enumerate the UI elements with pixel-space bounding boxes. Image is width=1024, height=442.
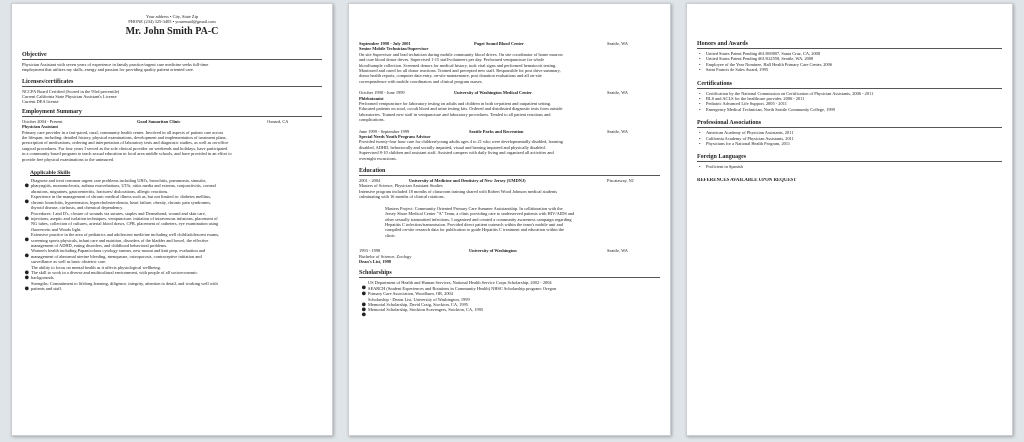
- job-desc-line: and cure blood donor drives. Supervised 1-15 staff/volunteers per day. Performed venipuncture for whole: [359, 57, 545, 63]
- job-desc-line: disabled, ADHD, behaviorally and socially impaired, visual and hearing impaired and physically disabled.: [359, 144, 546, 150]
- list-item: • Diagnose and treat common urgent care problems including URI's, bronchitis, pneumonia, sinusitis, pharyngitis, mononucleosis, asthma exacerbations, UTIs, otitis media and externa, conjunctivitis, corneal abrasions, migraines, gastroenteritis, fractures/ dislocations, allergic reactions.: [22, 178, 322, 194]
- resume-page-3: [686, 3, 1013, 436]
- job-desc-line: Supervised 8-10 children and assistant staff. Assisted campers with daily living and organized all activities and: [359, 150, 554, 156]
- skills-list: [22, 178, 322, 292]
- associations-list: [697, 130, 1002, 146]
- job-desc-line: the lifespan, including: detailed history, physical examinations, development and implementation of treatment plans,: [22, 135, 227, 141]
- education-heading: Education: [359, 168, 660, 176]
- employment-heading: Employment Summary: [22, 109, 322, 117]
- job-dates: September 1998 - July 2001: [359, 41, 411, 46]
- job-desc-line: Primary care provider in a fast-paced, rural, community health center. Involved in all aspects of patient care across: [22, 129, 224, 135]
- job-header-row: [22, 119, 322, 124]
- job-desc-line: Performed venipuncture for laboratory testing on adults and children in both in-patient and outpatient setting.: [359, 101, 552, 107]
- candidate-name: Mr. John Smith PA-C: [125, 25, 219, 37]
- job-desc-line: blood/sample collection. Screened donors for medical history, took vital signs and performed hematocrit testing.: [359, 62, 557, 68]
- list-item: • American Academy of Physician Assistants, 2011: [697, 130, 1002, 135]
- job-location: Seattle, WA: [607, 41, 628, 46]
- job-dates: October 1998 - June 1999: [359, 90, 405, 96]
- list-item: • United States Patent Pending #61/069807, Santa Cruz, CA, 2008: [697, 51, 1002, 56]
- list-item: • US Department of Health and Human Services, National Health Service Corps Scholarship, 2002 - 2004: [359, 280, 660, 285]
- project-line: Jersey Shore Medical Center "A" Team, a clinic providing care to underserved patients with HIV/AIDS and: [385, 211, 575, 217]
- job-desc-line: surgical procedures. For four years I served as the sole clinical provider on weekends and holidays, have participated: [22, 145, 228, 151]
- list-item: • Saint Francis de Sales Award, 1995: [697, 67, 1002, 72]
- job-title: Special Needs Youth Program Advisor: [359, 134, 431, 140]
- list-item: • California Academy of Physician Assistants, 2011: [697, 136, 1002, 141]
- project-line: Masters Project: Community Oriented Primary Care Summer Assistantship. In collaboration with the: [385, 205, 563, 211]
- edu-line: Intensive program included 18 months of classroom training shared with Robert Wood Johnson medical students: [359, 188, 558, 194]
- job-location: Seattle, WA: [607, 90, 628, 96]
- contact-line: PHONE (234) 325-3405 • youremail@gmail.com: [128, 19, 216, 25]
- edu-location: Seattle, WA: [607, 248, 628, 254]
- job-org: Puget Sound Blood Center: [474, 41, 524, 46]
- list-item: • United States Patent Pending #61/022558, Seattle, WA, 2008: [697, 56, 1002, 61]
- list-item: • Memorial Scholarship, David Craig, Stockton, CA, 1995: [359, 302, 660, 307]
- edu-line: culminating with 16 months of clinical rotations.: [359, 194, 445, 200]
- list-item: • Women's health including Papanicolaou cytology smears, new mount and knit prep, evaluation and management of abnormal uterine bleeding, menopause, osteoporosis, contraceptive initiation and surveillance as well as basic obstetric care.: [22, 248, 322, 264]
- job-header-row: [359, 90, 660, 95]
- job-org: Seattle Parks and Recreation: [469, 128, 524, 134]
- license-line: Current California State Physician Assistant's License: [22, 94, 117, 100]
- objective-heading: Objective: [22, 52, 322, 60]
- edu-header-row: [359, 248, 660, 253]
- list-item: • Strengths: Commitment to lifelong learning, diligence, integrity, attention to detail, and working well with patients and staff.: [22, 281, 322, 292]
- list-item: • BLS and ACLS for the healthcare provider, 2006 - 2011: [697, 96, 1002, 101]
- job-org: University of Washington Medical Center: [454, 90, 532, 96]
- associations-heading: Professional Associations: [697, 120, 1002, 128]
- license-line: NCCPA Board Certified (Scored in the 93rd percentile): [22, 88, 120, 94]
- references-note: REFERENCES AVAILABLE UPON REQUEST: [697, 177, 797, 183]
- list-item: • Memorial Scholarship, Stockton Scavengers, Stockton, CA, 1995: [359, 307, 660, 312]
- job-desc-line: prescription of medications, ordering and interpretation of laboratory tests and diagnostic studies, as well as on-office: [22, 140, 229, 146]
- address-line: Your address • City, State Zip: [145, 14, 199, 19]
- list-item: • Emergency Medical Technician, North Seattle Community College, 1999: [697, 107, 1002, 112]
- job-desc-line: On site Supervisor and lead technician during mobile community blood drives. On site coordinator of home marrow: [359, 51, 563, 57]
- scholarships-list: [359, 280, 660, 312]
- certifications-heading: Certifications: [697, 81, 1002, 89]
- list-item: • Proficient in Spanish: [697, 164, 1002, 169]
- list-item: • Certification by the National Commission on Certification of Physician Assistants, 2006 - 2011: [697, 91, 1002, 96]
- edu-dates: 1993 - 1998: [359, 248, 381, 254]
- job-dates: October 2004 - Present: [22, 118, 63, 124]
- list-item: • Experience in the management of chronic medical illness such as, but not limited to: diabetes mellitus, chronic bronchitis, hypertension, hypercholesterolemia, heart failure, obesity, chronic pain syndromes, thyroid disease, cirrhosis, and chemical dependency.: [22, 194, 322, 210]
- edu-dates: 2001 - 2004: [359, 178, 381, 184]
- resume-page-1: [11, 3, 333, 436]
- list-item: • Extensive practice in the area of pediatrics and adolescent medicine including well child/adolescent exams, screening sports physicals, infant care and nutrition, disorders of the bladder and bowel, the effective management of ADHD, eating disorders, and childhood behavioral problems.: [22, 232, 322, 248]
- project-line: clinic.: [385, 232, 396, 238]
- job-desc-line: overnight excursions.: [359, 155, 397, 161]
- job-desc-line: donor health reports, computer data entry, on-site maintenance, post donation evaluations and all on-site: [359, 73, 542, 79]
- list-item: • Procedures: I and D's, closure of wounds via sutures, staples and Dermabond, wound and skin care, injections, aseptic and isolation techniques, venipuncture, initiation of intravenous infusions, placement of NG tubes, collection of cultures, arterial blood draws, CPR, placement of catheters, eye examination using fluorescein and Woods light.: [22, 211, 322, 233]
- job-desc-line: laboratories. Trained new staff in venipuncture and laboratory procedures. Tended to all patient reactions and: [359, 111, 551, 117]
- edu-school: University of Medicine and Dentistry of New Jersey (UMDNJ): [409, 178, 526, 184]
- project-line: Hepatitis C infection/transmission. Provided direct patient outreach within the team's mobile unit and: [385, 221, 563, 227]
- edu-line: Bachelor of Science, Zoology: [359, 253, 412, 259]
- job-header-row: [359, 129, 660, 134]
- list-item: • The skill to work in a diverse and multicultural environment, with people of all socioeconomic backgrounds.: [22, 270, 322, 281]
- job-location: Oxnard, CA: [267, 118, 289, 124]
- objective-line: Physician Assistant with seven years of experience in family practice/urgent care medicine seeks full-time: [22, 61, 209, 67]
- job-header-row: [359, 41, 660, 46]
- edu-school: University of Washington: [469, 248, 517, 254]
- job-title: Phlebotomist: [359, 95, 384, 101]
- job-desc-line: complications.: [359, 117, 385, 123]
- job-desc-line: in a community based program to teach sexual education in local area middle schools, and have provided in an effort to: [22, 151, 232, 157]
- project-line: compiled on-site research data for publication to guide Hepatitis C treatment and education within the: [385, 227, 564, 233]
- scholarships-heading: Scholarships: [359, 270, 660, 278]
- job-desc-line: Monitored and cared for all donor reactions. Trained and precepted new staff. Responsible for post drive summary,: [359, 68, 561, 74]
- project-line: other sexually transmitted infections, I organized and created a community awareness campaign regarding: [385, 216, 572, 222]
- job-desc-line: Educated patients on stool, occult blood and urine testing kits. Ordered and distributed diagnostic tests from outside: [359, 106, 563, 112]
- list-item: • Pediatric Advanced Life Support, 2005 - 2011: [697, 101, 1002, 106]
- license-line: Current DEA license: [22, 99, 59, 105]
- edu-line: Dean's List, 1998: [359, 258, 392, 264]
- list-item: • Employee of the Year Nominee, Hall Health Primary Care Center, 2006: [697, 62, 1002, 67]
- objective-line: employment that utilizes my skills, energy and passion for providing quality patient oriented care.: [22, 67, 194, 73]
- resume-page-2: [348, 3, 671, 436]
- skills-heading: Applicable Skills: [30, 170, 71, 177]
- job-location: Seattle, WA: [607, 128, 628, 134]
- job-org: Good Samaritan Clinic: [137, 118, 181, 124]
- languages-heading: Foreign Languages: [697, 154, 1002, 162]
- job-title: Senior Mobile Technician/Supervisor: [359, 46, 429, 52]
- honors-list: [697, 51, 1002, 73]
- job-title: Physician Assistant: [22, 124, 58, 130]
- job-desc-line: provide free physical examinations to the uninsured.: [22, 156, 115, 162]
- list-item: • SEARCH (Student Experiences and Rotations in Community Health) NHSC Scholarship program: Oregon Primary Care Association, Woodburn, OR, 2004: [359, 286, 660, 297]
- job-dates: June 1999 - September 1999: [359, 128, 410, 134]
- honors-heading: Honors and Awards: [697, 41, 1002, 49]
- list-item: • The ability to focus on mental health as it affects physiological wellbeing.: [22, 265, 322, 270]
- list-item: • Physicians for a National Health Program, 2011: [697, 141, 1002, 146]
- edu-line: Masters of Science, Physician Assistant Studies: [359, 183, 443, 189]
- list-item: • Scholarship - Deans List, University of Washington, 1999: [359, 297, 660, 302]
- licenses-heading: Licenses/certificates: [22, 79, 322, 87]
- languages-list: [697, 164, 1002, 169]
- certifications-list: [697, 91, 1002, 113]
- job-desc-line: Provided twenty-four hour care for children/young adults ages 4 to 21 who were developmentally disabled, learning: [359, 139, 563, 145]
- edu-location: Piscataway, NJ: [607, 178, 634, 184]
- job-desc-line: correspondence with mobile coordinators and clinical program nurses.: [359, 78, 483, 84]
- masters-project: [359, 206, 660, 238]
- edu-header-row: [359, 178, 660, 183]
